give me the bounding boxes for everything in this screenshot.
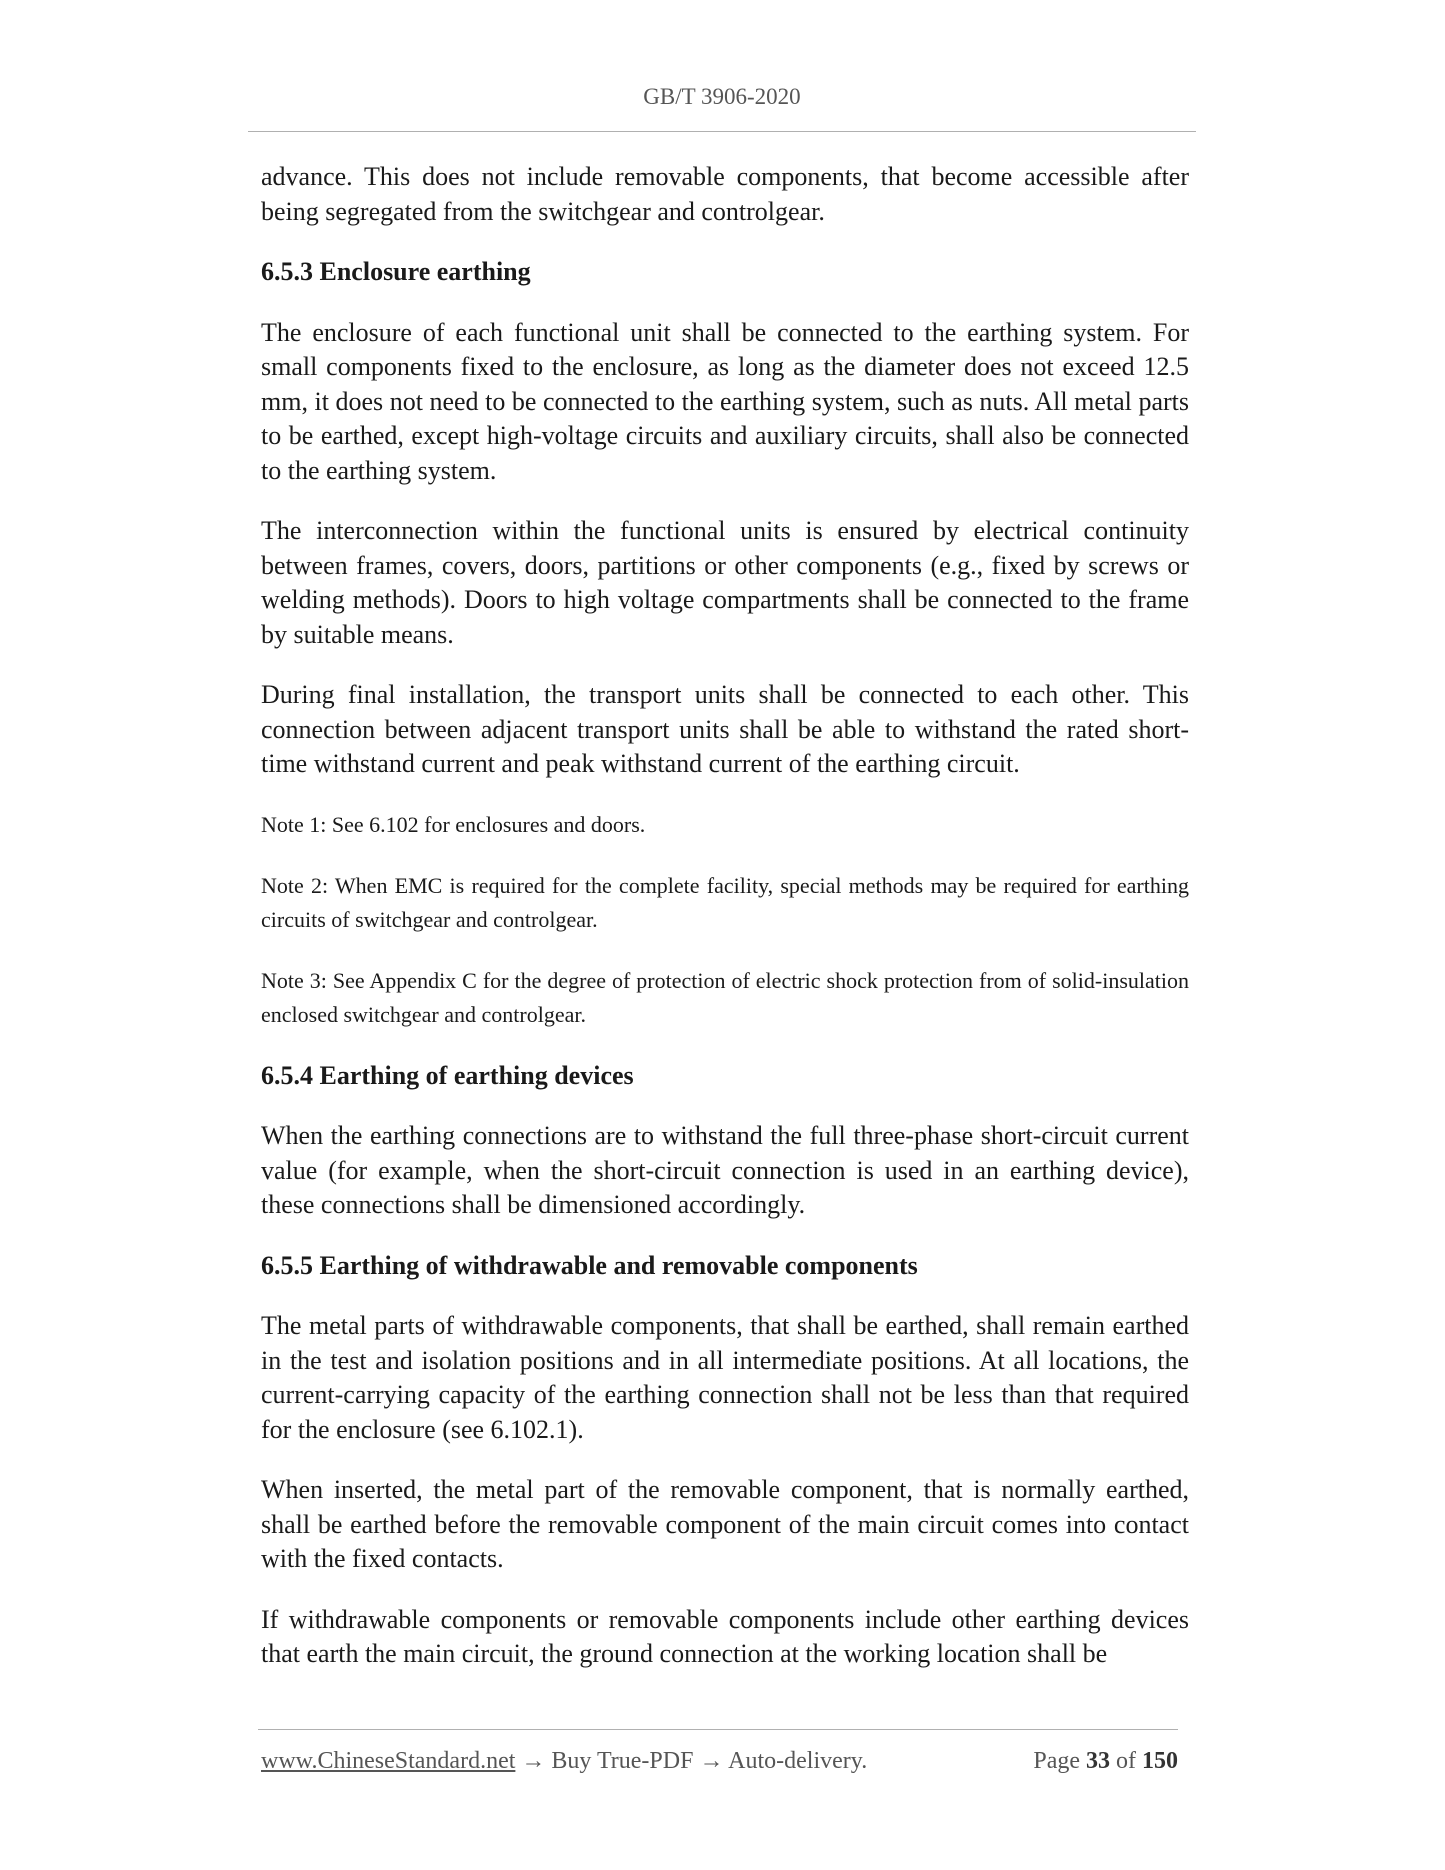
page-current: 33 [1086,1748,1110,1774]
auto-delivery-text: Auto-delivery. [728,1748,868,1774]
section-heading-6-5-3: 6.5.3 Enclosure earthing [261,257,531,286]
page-label: Page [1033,1748,1080,1774]
paragraph-intro: advance. This does not include removable components, that become accessible after being segregated from the switchgear and controlgear. [261,162,1189,226]
document-id-header: GB/T 3906-2020 [643,84,801,109]
header-divider [248,131,1196,132]
paragraph-6-5-5-inserted: When inserted, the metal part of the removable component, that is normally earthed, shall be earthed before the removable component of the main circuit comes into contact with the fixed contacts. [261,1475,1189,1573]
buy-true-pdf-text: Buy True-PDF [551,1748,694,1774]
paragraph-6-5-5-withdrawable: The metal parts of withdrawable components, that shall be earthed, shall remain earthed in the test and isolation positions and in all intermediate positions. At all locations, the current-carrying capacity of the earthing connection shall not be less than that required for the enclosure (see 6.102.1). [261,1311,1189,1444]
note-2: Note 2: When EMC is required for the complete facility, special methods may be required for earthing circuits of switchgear and controlgear. [261,872,1189,932]
note-3: Note 3: See Appendix C for the degree of protection of electric shock protection from of solid-insulation enclosed switchgear and controlgear. [261,967,1189,1027]
paragraph-6-5-3-enclosure: The enclosure of each functional unit shall be connected to the earthing system. For small components fixed to the enclosure, as long as the diameter does not exceed 12.5 mm, it does not need to be connected to the earthing system, such as nuts. All metal parts to be earthed, except high-voltage circuits and auxiliary circuits, shall also be connected to the earthing system. [261,317,1189,485]
chinese-standard-link[interactable]: www.ChineseStandard.net [261,1748,516,1774]
arrow-right-icon: → [699,1748,724,1774]
page-total: 150 [1142,1748,1178,1774]
footer-links [261,1748,867,1775]
paragraph-6-5-3-interconnection: The interconnection within the functional units is ensured by electrical continuity between frames, covers, doors, partitions or other components (e.g., fixed by screws or welding methods). Doors to high voltage compartments shall be connected to the frame by suitable means. [261,516,1189,649]
section-heading-6-5-5: 6.5.5 Earthing of withdrawable and removable components [261,1250,918,1280]
paragraph-6-5-3-installation: During final installation, the transport units shall be connected to each other. This connection between adjacent transport units shall be able to withstand the rated short-time withstand current and peak withstand current of the earthing circuit. [261,680,1189,778]
note-1: Note 1: See 6.102 for enclosures and doors. [261,811,646,837]
paragraph-6-5-5-other-devices: If withdrawable components or removable components include other earthing devices that earth the main circuit, the ground connection at the working location shall be [261,1604,1189,1668]
footer-divider [258,1729,1178,1730]
page-number [1033,1748,1178,1775]
paragraph-6-5-4: When the earthing connections are to withstand the full three-phase short-circuit current value (for example, when the short-circuit connection is used in an earthing device), these connections shall be dimensioned accordingly. [261,1121,1189,1219]
page-of-label: of [1116,1748,1136,1774]
arrow-right-icon: → [521,1748,546,1774]
section-heading-6-5-4: 6.5.4 Earthing of earthing devices [261,1060,634,1090]
page-content [261,160,1189,1698]
